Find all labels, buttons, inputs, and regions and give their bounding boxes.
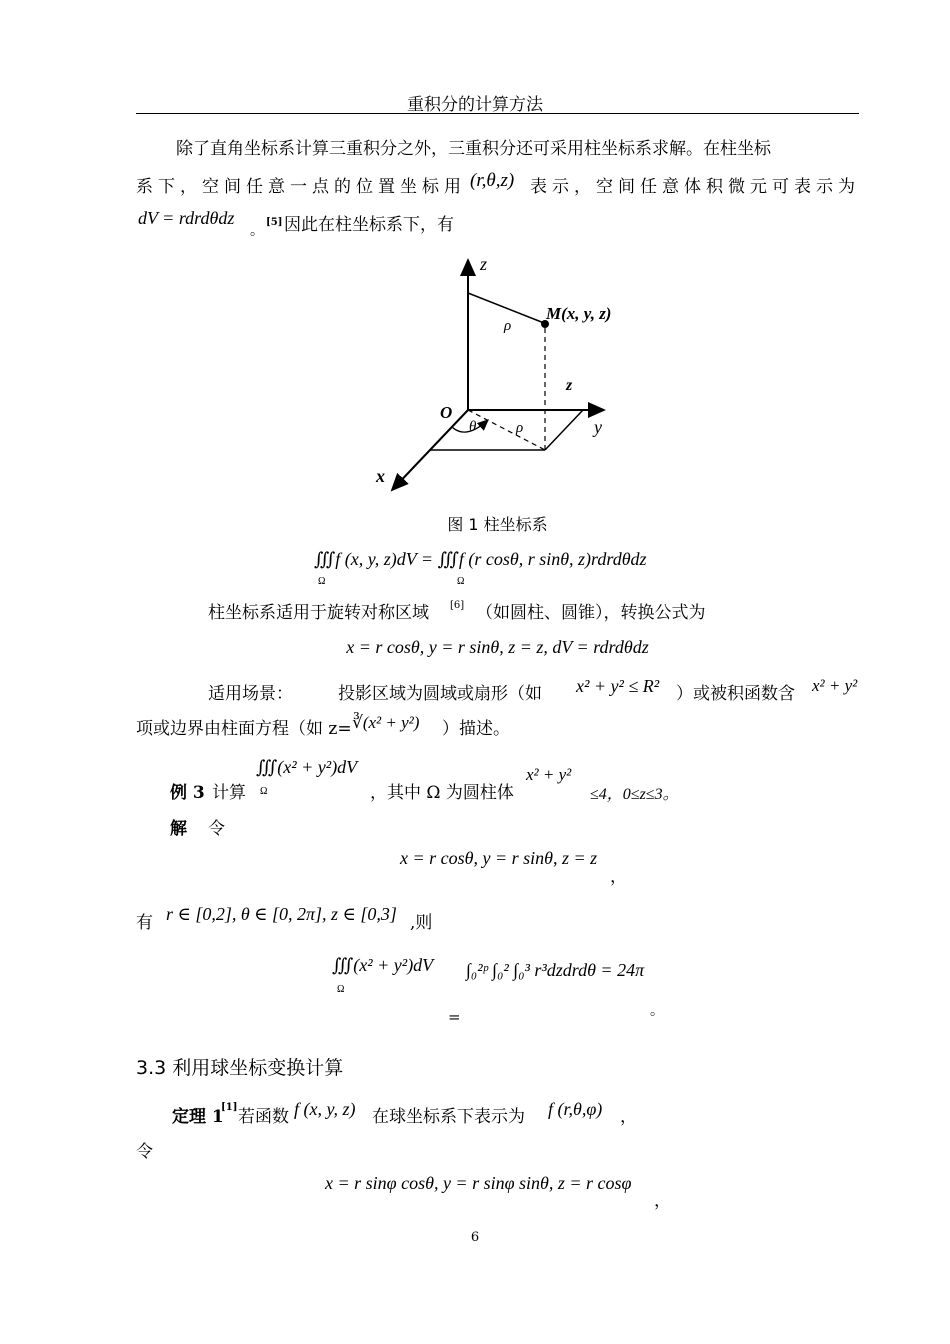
coord-expression: (r,θ,z) — [470, 170, 515, 191]
x-axis-label: x — [376, 466, 385, 486]
ref-1: [1] — [221, 1102, 238, 1113]
dv-period: 。 — [250, 223, 264, 239]
range-then: ,则 — [410, 913, 433, 933]
equation-5: x = r sinφ cosθ, y = r sinφ sinθ, z = r cosφ — [325, 1173, 632, 1193]
figure-caption: 图 1 柱坐标系 — [447, 515, 548, 534]
ref-6: [6] — [450, 600, 465, 611]
range-you: 有 — [136, 913, 153, 933]
example-integral: ∭(x² + y²)dV — [256, 757, 358, 777]
scenario-condition: x² + y² ≤ R² — [576, 676, 660, 696]
range-expression: r ∈ [0,2], θ ∈ [0, 2π], z ∈ [0,3] — [166, 904, 397, 924]
scenario-line2-b: ）描述。 — [442, 719, 510, 739]
para1-line1: 除了直角坐标系计算三重积分之外，三重积分还可采用柱坐标系求解。在柱坐标 — [176, 139, 771, 159]
eq1-omega-right: Ω — [457, 576, 465, 587]
scenario-text-a: 投影区域为圆域或扇形（如 — [338, 684, 542, 704]
equation-4-period: 。 — [650, 1003, 664, 1019]
equation-4-omega: Ω — [337, 984, 345, 995]
base-edge-right — [545, 410, 583, 450]
equation-4-equals: = — [448, 1008, 461, 1026]
cylindrical-coordinates-figure — [370, 250, 630, 495]
z-length-label: z — [566, 377, 573, 394]
section-heading: 3.3 利用球坐标变换计算 — [136, 1057, 344, 1079]
rho-bottom-label: ρ — [516, 420, 524, 436]
scenario-text-b: ）或被积函数含 — [676, 684, 795, 704]
equation-3: x = r cosθ, y = r sinθ, z = z — [400, 848, 598, 868]
page-number: 6 — [470, 1230, 480, 1245]
theorem-let: 令 — [136, 1142, 153, 1162]
example-bounds: ≤4，0≤z≤3。 — [590, 786, 679, 803]
equation-1: ∭f (x, y, z)dV = ∭f (r cosθ, r sinθ, z)rdrdθdz — [314, 549, 647, 569]
eq1-omega-left: Ω — [318, 576, 326, 587]
y-axis-label: y — [594, 417, 602, 437]
dv-expression: dV = rdrdθdz — [138, 208, 235, 228]
theorem-text-b: 在球坐标系下表示为 — [372, 1107, 525, 1127]
para1-line2-b: 表示，空间任意体积微元可表示为 — [530, 177, 860, 197]
para1-line2-a: 系下，空间任意一点的位置坐标用 — [136, 177, 466, 197]
equation-4-rhs: ∫₀²ᵖ ∫₀² ∫₀³ r³dzdrdθ = 24π — [466, 960, 645, 980]
example-calc: 计算 — [212, 783, 246, 803]
scenario-line2-a: 项或边界由柱面方程（如 z= — [136, 719, 352, 739]
scenario-label: 适用场景： — [208, 684, 293, 704]
theorem-comma: ， — [620, 1107, 637, 1127]
equation-4-lhs: ∭(x² + y²)dV — [332, 955, 434, 975]
equation-2: x = r cosθ, y = r sinθ, z = z, dV = rdrdθdz — [346, 637, 649, 657]
z-axis-label: z — [480, 254, 488, 274]
equation-5-comma: ， — [654, 1191, 671, 1211]
theta-label: θ — [469, 419, 477, 435]
theorem-func2: f (r,θ,φ) — [548, 1099, 603, 1119]
ref-5: [5] — [266, 217, 283, 228]
rho-base-dashed — [468, 410, 545, 450]
solution-let: 令 — [208, 819, 225, 839]
para1-line3: 因此在柱坐标系下，有 — [284, 215, 454, 235]
solution-label: 解 — [170, 819, 187, 839]
point-m-label: M(x, y, z) — [546, 304, 612, 323]
example-where: ，其中 Ω 为圆柱体 — [370, 783, 514, 803]
example-label: 例 3 — [170, 783, 205, 803]
rho-top-label: ρ — [504, 318, 512, 334]
root-expression: ∛(x² + y²) — [352, 713, 420, 732]
running-header: 重积分的计算方法 — [407, 95, 543, 115]
origin-label: O — [440, 403, 453, 422]
para2-text-b: （如圆柱、圆锥），转换公式为 — [476, 603, 706, 623]
equation-3-comma: ， — [610, 867, 627, 887]
theorem-func: f (x, y, z) — [294, 1099, 356, 1119]
header-rule — [136, 113, 859, 114]
scenario-term: x² + y² — [812, 676, 858, 695]
theorem-text-a: 若函数 — [238, 1107, 289, 1127]
example-omega: Ω — [260, 786, 268, 797]
theorem-label: 定理 1 — [172, 1107, 224, 1127]
example-region: x² + y² — [526, 765, 572, 784]
para2-text: 柱坐标系适用于旋转对称区域 — [208, 603, 429, 623]
